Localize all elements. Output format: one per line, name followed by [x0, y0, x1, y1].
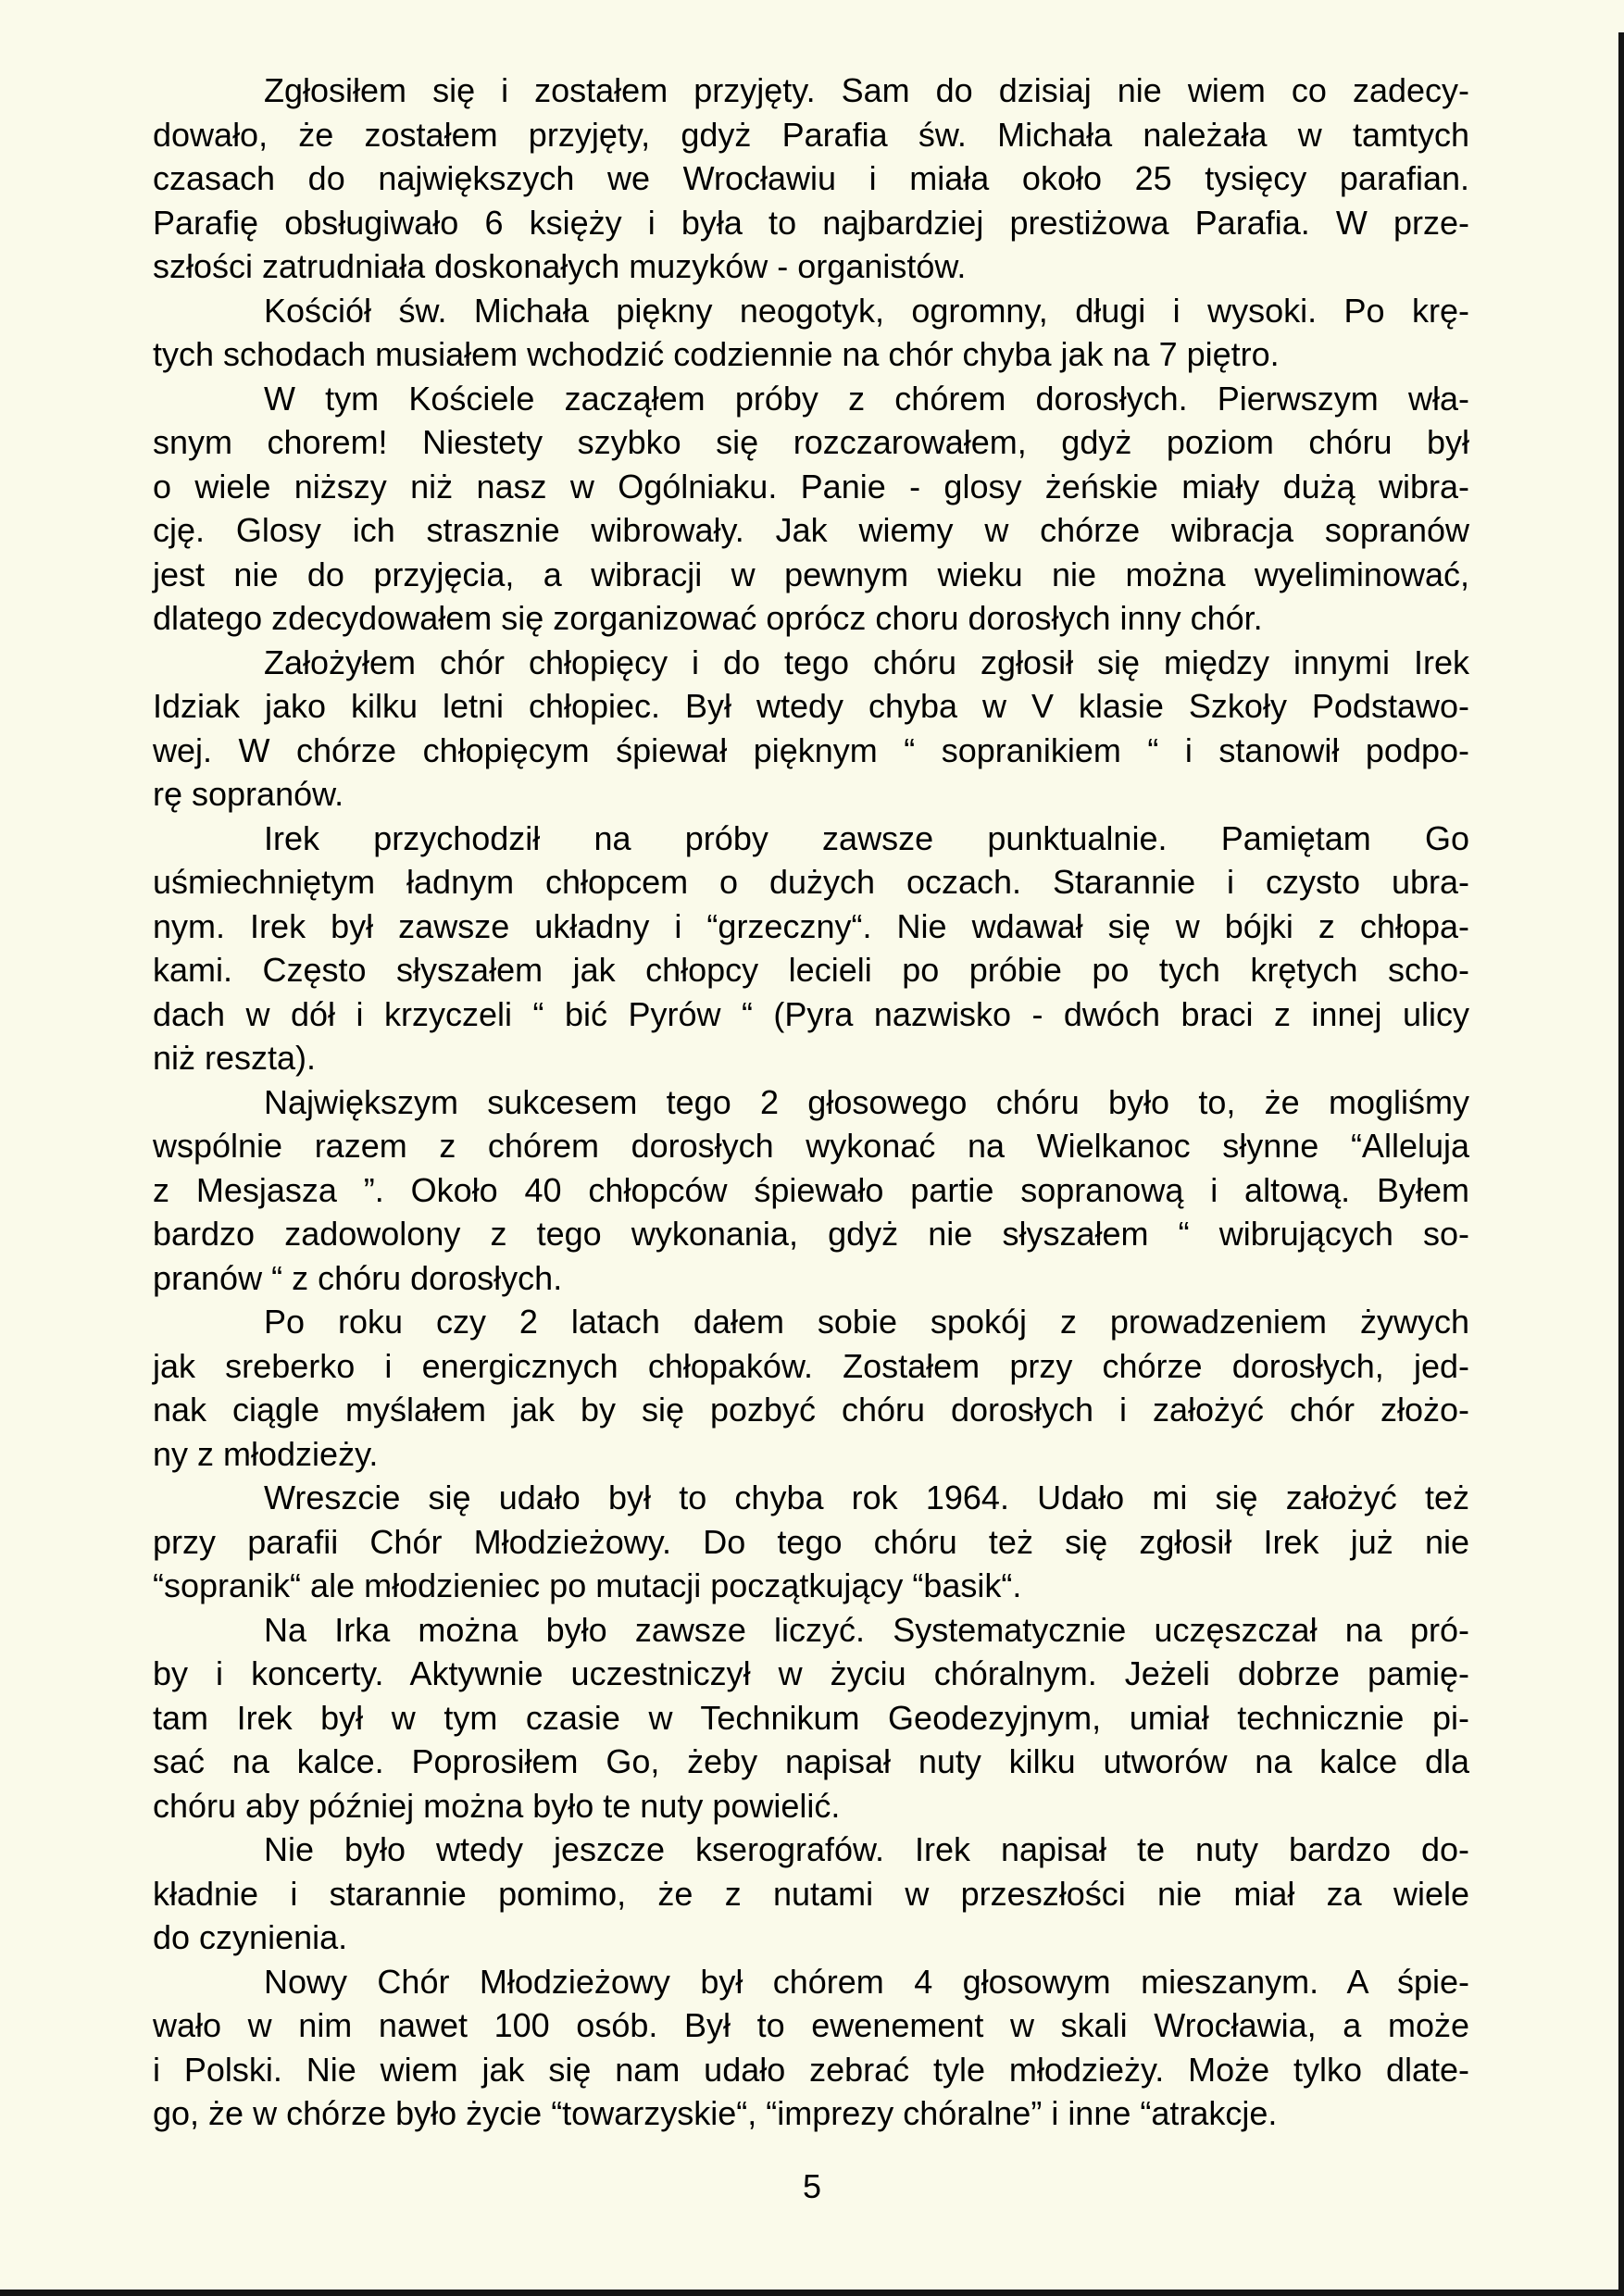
text-line: i Polski. Nie wiem jak się nam udało zebrać tyle młodzieży. Może tylko dlate-	[153, 2050, 1469, 2089]
text-line: rę sopranów.	[153, 775, 344, 813]
paragraph	[153, 1080, 1469, 1301]
text-line: Największym sukcesem tego 2 głosowego chóru było to, że mogliśmy	[264, 1082, 1469, 1121]
text-line: niż reszta).	[153, 1039, 317, 1077]
text-line: sać na kalce. Poprosiłem Go, żeby napisał nuty kilku utworów na kalce dla	[153, 1742, 1469, 1780]
document-body	[153, 69, 1469, 2136]
text-line: szłości zatrudniała doskonałych muzyków - organistów.	[153, 247, 967, 285]
paragraph	[153, 1960, 1469, 2136]
text-line: kami. Często słyszałem jak chłopcy lecieli po próbie po tych krętych scho-	[153, 951, 1469, 989]
text-line: jak sreberko i energicznych chłopaków. Zostałem przy chórze dorosłych, jed-	[153, 1346, 1469, 1385]
paragraph	[153, 289, 1469, 377]
text-line: go, że w chórze było życie “towarzyskie“, “imprezy chóralne” i inne “atrakcje.	[153, 2094, 1278, 2132]
text-line: by i koncerty. Aktywnie uczestniczył w życiu chóralnym. Jeżeli dobrze pamię-	[153, 1654, 1469, 1692]
text-line: jest nie do przyjęcia, a wibracji w pewnym wieku nie można wyeliminować,	[153, 555, 1469, 593]
text-line: nym. Irek był zawsze układny i “grzeczny“. Nie wdawał się w bójki z chłopa-	[153, 906, 1469, 945]
text-line: ny z młodzieży.	[153, 1434, 379, 1473]
paragraph	[153, 1608, 1469, 1828]
text-line: pranów “ z chóru dorosłych.	[153, 1258, 563, 1297]
text-line: Założyłem chór chłopięcy i do tego chóru zgłosił się między innymi Irek	[264, 643, 1469, 681]
text-line: kładnie i starannie pomimo, że z nutami w przeszłości nie miał za wiele	[153, 1874, 1469, 1913]
text-line: dlatego zdecydowałem się zorganizować oprócz choru dorosłych inny chór.	[153, 599, 1263, 637]
paragraph	[153, 817, 1469, 1080]
page-number: 5	[802, 2167, 822, 2205]
text-line: do czynienia.	[153, 1918, 348, 1956]
text-line: przy parafii Chór Młodzieżowy. Do tego chóru też się zgłosił Irek już nie	[153, 1522, 1469, 1561]
paragraph	[153, 377, 1469, 641]
text-line: Idziak jako kilku letni chłopiec. Był wtedy chyba w V klasie Szkoły Podstawo-	[153, 687, 1469, 725]
text-line: Parafię obsługiwało 6 księży i była to najbardziej prestiżowa Parafia. W prze-	[153, 203, 1469, 242]
text-line: dowało, że zostałem przyjęty, gdyż Parafia św. Michała należała w tamtych	[153, 115, 1469, 154]
text-line: o wiele niższy niż nasz w Ogólniaku. Panie - glosy żeńskie miały dużą wibra-	[153, 467, 1469, 505]
text-line: wej. W chórze chłopięcym śpiewał pięknym “ sopranikiem “ i stanowił podpo-	[153, 730, 1469, 769]
text-line: z Mesjasza ”. Około 40 chłopców śpiewało partie sopranową i altową. Byłem	[153, 1170, 1469, 1209]
text-line: nak ciągle myślałem jak by się pozbyć chóru dorosłych i założyć chór złożo-	[153, 1391, 1469, 1429]
text-line: uśmiechniętym ładnym chłopcem o dużych oczach. Starannie i czysto ubra-	[153, 863, 1469, 901]
paragraph	[153, 1300, 1469, 1476]
text-line: tam Irek był w tym czasie w Technikum Geodezyjnym, umiał technicznie pi-	[153, 1698, 1469, 1737]
text-line: Zgłosiłem się i zostałem przyjęty. Sam do dzisiaj nie wiem co zadecy-	[264, 71, 1469, 109]
scan-edge-bottom	[0, 2290, 1624, 2296]
text-line: bardzo zadowolony z tego wykonania, gdyż nie słyszałem “ wibrujących so-	[153, 1215, 1469, 1253]
text-line: cję. Glosy ich strasznie wibrowały. Jak wiemy w chórze wibracja sopranów	[153, 511, 1469, 549]
text-line: tych schodach musiałem wchodzić codziennie na chór chyba jak na 7 piętro.	[153, 335, 1280, 373]
text-line: Nie było wtedy jeszcze kserografów. Irek napisał te nuty bardzo do-	[264, 1830, 1469, 1868]
text-line: W tym Kościele zacząłem próby z chórem dorosłych. Pierwszym wła-	[264, 379, 1469, 418]
paragraph	[153, 69, 1469, 289]
text-line: chóru aby później można było te nuty powielić.	[153, 1786, 841, 1825]
text-line: Po roku czy 2 latach dałem sobie spokój z prowadzeniem żywych	[264, 1303, 1469, 1341]
paragraph	[153, 1476, 1469, 1608]
text-line: dach w dół i krzyczeli “ bić Pyrów “ (Pyra nazwisko - dwóch braci z innej ulicy	[153, 994, 1469, 1033]
scan-edge-right	[1618, 32, 1624, 2296]
text-line: Irek przychodził na próby zawsze punktualnie. Pamiętam Go	[264, 818, 1469, 857]
text-line: snym chorem! Niestety szybko się rozczarowałem, gdyż poziom chóru był	[153, 423, 1469, 461]
text-line: czasach do największych we Wrocławiu i miała około 25 tysięcy parafian.	[153, 159, 1469, 197]
text-line: wspólnie razem z chórem dorosłych wykonać na Wielkanoc słynne “Alleluja	[153, 1127, 1469, 1165]
text-line: Nowy Chór Młodzieżowy był chórem 4 głosowym mieszanym. A śpie-	[264, 1962, 1469, 2001]
text-line: Kościół św. Michała piękny neogotyk, ogromny, długi i wysoki. Po krę-	[264, 291, 1469, 330]
text-line: Wreszcie się udało był to chyba rok 1964. Udało mi się założyć też	[264, 1479, 1469, 1516]
paragraph	[153, 641, 1469, 817]
text-line: “sopranik“ ale młodzieniec po mutacji początkujący “basik“.	[153, 1566, 1022, 1604]
text-line: Na Irka można było zawsze liczyć. Systematycznie uczęszczał na pró-	[264, 1610, 1469, 1649]
paragraph	[153, 1828, 1469, 1960]
text-line: wało w nim nawet 100 osób. Był to ewenement w skali Wrocławia, a może	[153, 2006, 1469, 2044]
